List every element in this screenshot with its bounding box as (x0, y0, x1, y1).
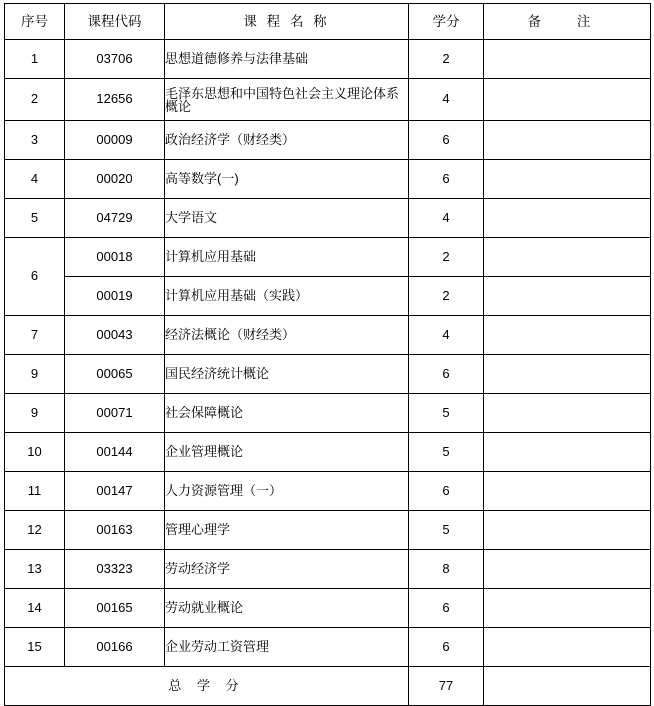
row-course-code: 00009 (65, 121, 165, 160)
row-course-code: 03706 (65, 40, 165, 79)
table-row (5, 199, 651, 238)
row-course-code: 12656 (65, 79, 165, 121)
row-credits: 5 (409, 433, 484, 472)
table-row (5, 355, 651, 394)
row-remarks (484, 79, 651, 121)
table-row (5, 121, 651, 160)
row-remarks (484, 238, 651, 277)
row-course-code: 00163 (65, 511, 165, 550)
row-credits: 6 (409, 589, 484, 628)
row-course-code: 00019 (65, 277, 165, 316)
table-header-row (5, 4, 651, 40)
row-course-code: 04729 (65, 199, 165, 238)
row-remarks (484, 40, 651, 79)
row-remarks (484, 394, 651, 433)
row-sequence: 12 (5, 511, 65, 550)
table-row (5, 238, 651, 277)
header-credits: 学分 (409, 4, 484, 40)
row-course-name: 政治经济学（财经类） (165, 121, 409, 160)
header-course-code: 课程代码 (65, 4, 165, 40)
row-sequence: 10 (5, 433, 65, 472)
total-label: 总 学 分 (5, 667, 409, 706)
row-sequence: 11 (5, 472, 65, 511)
table-row (5, 433, 651, 472)
row-course-name: 劳动就业概论 (165, 589, 409, 628)
row-remarks (484, 628, 651, 667)
row-course-code: 00071 (65, 394, 165, 433)
table-row (5, 394, 651, 433)
table-row (5, 628, 651, 667)
row-course-name: 毛泽东思想和中国特色社会主义理论体系概论 (165, 79, 409, 121)
row-sequence: 3 (5, 121, 65, 160)
row-sequence: 9 (5, 394, 65, 433)
row-sequence: 2 (5, 79, 65, 121)
total-remarks (484, 667, 651, 706)
row-remarks (484, 472, 651, 511)
row-course-code: 00043 (65, 316, 165, 355)
row-course-name: 计算机应用基础 (165, 238, 409, 277)
row-sequence: 7 (5, 316, 65, 355)
row-credits: 2 (409, 277, 484, 316)
row-credits: 6 (409, 472, 484, 511)
row-credits: 6 (409, 628, 484, 667)
row-course-code: 00018 (65, 238, 165, 277)
row-sequence: 13 (5, 550, 65, 589)
row-credits: 2 (409, 238, 484, 277)
total-row (5, 667, 651, 706)
table-row (5, 550, 651, 589)
course-table-container (4, 3, 650, 706)
row-sequence: 14 (5, 589, 65, 628)
row-course-code: 00020 (65, 160, 165, 199)
row-remarks (484, 121, 651, 160)
row-course-name: 管理心理学 (165, 511, 409, 550)
row-course-name: 人力资源管理（一） (165, 472, 409, 511)
row-course-name: 国民经济统计概论 (165, 355, 409, 394)
row-credits: 4 (409, 199, 484, 238)
table-row (5, 160, 651, 199)
row-course-name: 社会保障概论 (165, 394, 409, 433)
course-plan-table (4, 3, 651, 706)
header-course-name: 课 程 名 称 (165, 4, 409, 40)
row-course-name: 思想道德修养与法律基础 (165, 40, 409, 79)
table-row (5, 589, 651, 628)
row-sequence: 5 (5, 199, 65, 238)
row-credits: 8 (409, 550, 484, 589)
row-credits: 4 (409, 316, 484, 355)
row-sequence: 9 (5, 355, 65, 394)
row-sequence: 1 (5, 40, 65, 79)
row-course-name: 经济法概论（财经类） (165, 316, 409, 355)
row-remarks (484, 433, 651, 472)
row-course-name: 劳动经济学 (165, 550, 409, 589)
row-credits: 4 (409, 79, 484, 121)
row-credits: 2 (409, 40, 484, 79)
row-course-name: 大学语文 (165, 199, 409, 238)
row-credits: 6 (409, 355, 484, 394)
table-row (5, 277, 651, 316)
table-row (5, 40, 651, 79)
table-row (5, 511, 651, 550)
row-course-name: 企业管理概论 (165, 433, 409, 472)
row-credits: 6 (409, 121, 484, 160)
row-course-code: 00165 (65, 589, 165, 628)
row-remarks (484, 277, 651, 316)
row-credits: 6 (409, 160, 484, 199)
header-sequence: 序号 (5, 4, 65, 40)
row-remarks (484, 160, 651, 199)
row-course-code: 00144 (65, 433, 165, 472)
row-course-name: 企业劳动工资管理 (165, 628, 409, 667)
row-course-code: 00147 (65, 472, 165, 511)
row-remarks (484, 316, 651, 355)
row-remarks (484, 589, 651, 628)
total-credits-value: 77 (409, 667, 484, 706)
row-remarks (484, 550, 651, 589)
row-remarks (484, 511, 651, 550)
row-sequence: 15 (5, 628, 65, 667)
row-credits: 5 (409, 511, 484, 550)
row-sequence-merged: 6 (5, 238, 65, 316)
row-remarks (484, 355, 651, 394)
table-row (5, 316, 651, 355)
header-remarks: 备 注 (484, 4, 651, 40)
row-course-code: 03323 (65, 550, 165, 589)
row-sequence: 4 (5, 160, 65, 199)
row-course-name: 计算机应用基础（实践） (165, 277, 409, 316)
row-course-name: 高等数学(一) (165, 160, 409, 199)
row-course-code: 00166 (65, 628, 165, 667)
row-course-code: 00065 (65, 355, 165, 394)
table-row (5, 79, 651, 121)
table-row (5, 472, 651, 511)
row-credits: 5 (409, 394, 484, 433)
row-remarks (484, 199, 651, 238)
